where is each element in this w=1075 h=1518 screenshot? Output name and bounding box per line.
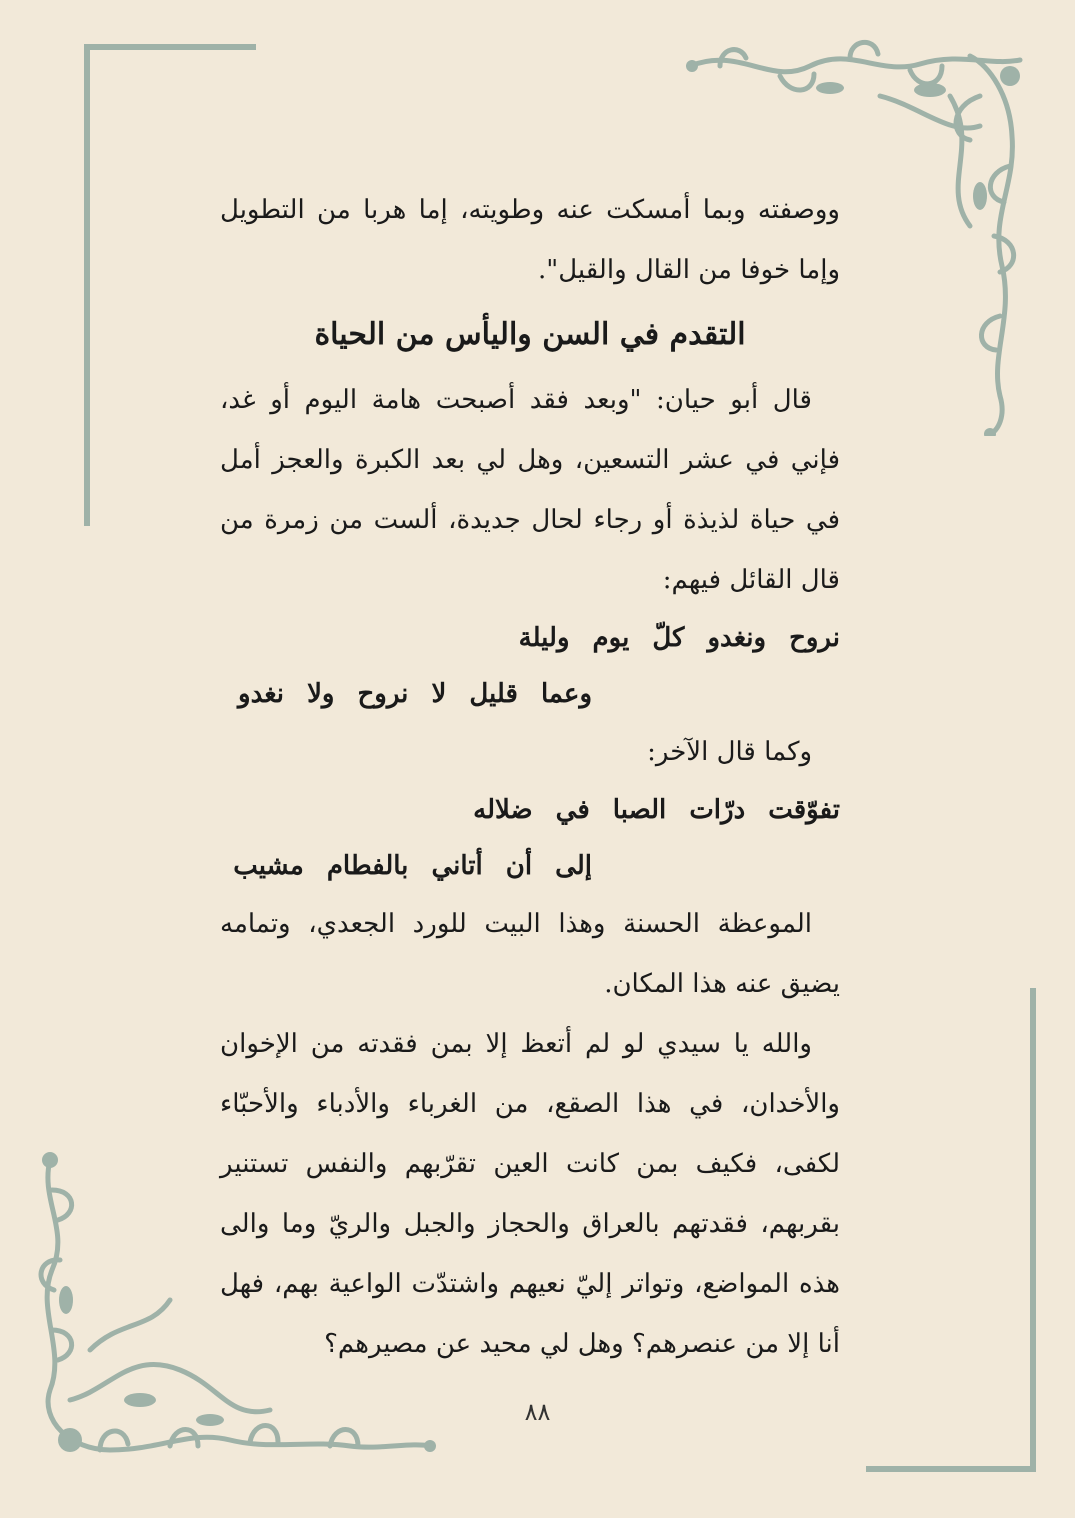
paragraph-3: وكما قال الآخر: [647,737,812,767]
frame-bottom-right-horizontal [866,1466,1036,1472]
verse-2-line-1: تفوّقت درّات الصبا في ضلاله [473,795,840,825]
verse-1-line-2: وعما قليل لا نروح ولا نغدو [238,679,592,709]
paragraph-2: قال أبو حيان: "وبعد فقد أصبحت هامة اليوم أو غد، فإني في عشر التسعين، وهل لي بعد الكبرة والعجز أمل في حياة لذيذة أو رجاء لحال جديدة، ألست من زمرة من قال القائل فيهم: [220,385,840,595]
verse-1-line-1: نروح ونغدو كلّ يوم وليلة [518,623,840,653]
verse-2-line-2: إلى أن أتاني بالفطام مشيب [233,851,592,881]
page-body [220,180,840,1374]
page-number: ٨٨ [524,1398,551,1426]
frame-top-left-vertical [84,44,90,526]
frame-top-left-horizontal [84,44,256,50]
paragraph-4: الموعظة الحسنة وهذا البيت للورد الجعدي، وتمامه يضيق عنه هذا المكان. [220,909,840,999]
paragraph-5: والله يا سيدي لو لم أتعظ إلا بمن فقدته من الإخوان والأخدان، في هذا الصقع، من الغرباء والأدباء والأحبّاء لكفى، فكيف بمن كانت العين تقرّبهم والنفس تستنير بقربهم، فقدتهم بالعراق والحجاز والجبل والريّ وما والى هذه المواضع، وتواتر إليّ نعيهم واشتدّت الواعية بهم، فهل أنا إلا من عنصرهم؟ وهل لي محيد عن مصيرهم؟ [220,1029,840,1359]
paragraph-1: ووصفته وبما أمسكت عنه وطويته، إما هربا من التطويل وإما خوفا من القال والقيل". [220,195,840,285]
section-heading: التقدم في السن واليأس من الحياة [314,317,746,352]
